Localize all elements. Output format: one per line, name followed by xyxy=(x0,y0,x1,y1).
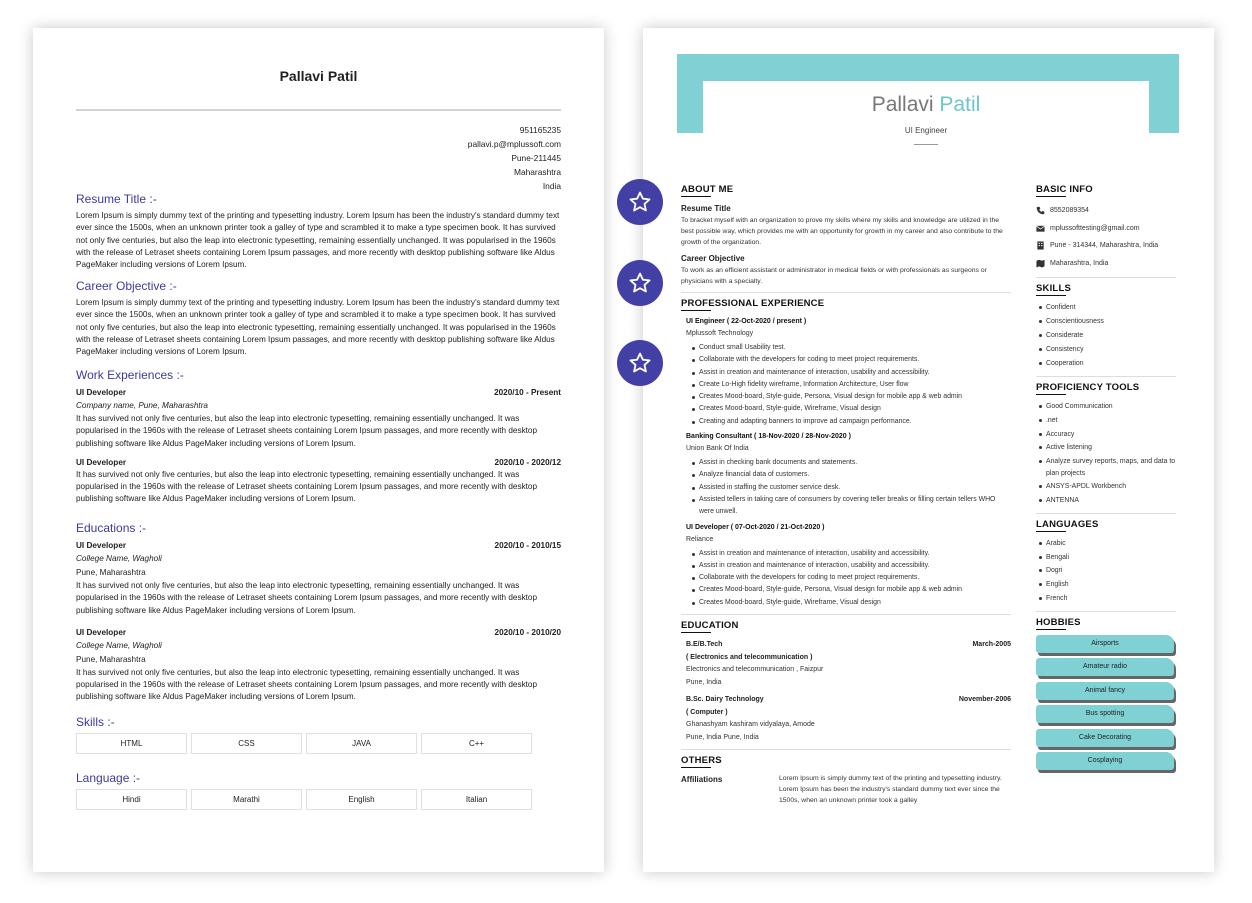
language-item: French xyxy=(1039,592,1176,606)
edu-description: It has survived not only five centuries, but also the leap into electronic typesetting, remaining essentially unchanged. It was popularised in the 1960s with the release of Letraset sheets containing Lorem Ipsum passages, and more recently with desktop publishing software like Aldus PageMaker including versions of Lorem Ipsum. xyxy=(76,667,538,702)
company: Mplussoft Technology xyxy=(686,330,754,337)
heading-underline xyxy=(681,196,711,197)
edu-item-header xyxy=(76,626,561,639)
country: India xyxy=(542,181,561,191)
divider xyxy=(1036,277,1176,278)
bullet: Creates Mood-board, Style-guide, Wireframe, Visual design xyxy=(692,597,1011,609)
divider xyxy=(1036,513,1176,514)
divider xyxy=(1036,611,1176,612)
affiliations-label: Affiliations xyxy=(681,775,723,785)
heading-underline xyxy=(1036,295,1066,296)
language-item: Bengali xyxy=(1039,551,1176,565)
divider xyxy=(76,109,561,111)
skill-cell: JAVA xyxy=(306,733,417,754)
language-section xyxy=(76,771,561,810)
languages-list xyxy=(1039,537,1176,606)
edu-item-header xyxy=(76,539,561,552)
edu-description: It has survived not only five centuries, but also the leap into electronic typesetting, remaining essentially unchanged. It was popularised in the 1960s with the release of Letraset sheets containing Lorem Ipsum passages, and more recently with desktop publishing software like Aldus PageMaker including versions of Lorem Ipsum. xyxy=(76,581,538,615)
bullet: Creates Mood-board, Style-guide, Wireframe, Visual design xyxy=(692,403,1011,415)
hobby-tag[interactable]: Cake Decorating xyxy=(1036,729,1174,747)
job-bullets xyxy=(692,342,1011,428)
work-item-header xyxy=(76,386,561,399)
job-description: It has survived not only five centuries, but also the leap into electronic typesetting, remaining essentially unchanged. It was popularised in the 1960s with the release of Letraset sheets containing Lorem Ipsum passages, and more recently with desktop publishing software like Aldus PageMaker including versions of Lorem Ipsum. xyxy=(76,469,538,504)
languages-heading: LANGUAGES xyxy=(1036,518,1099,530)
heading-underline xyxy=(681,632,711,633)
company: Reliance xyxy=(686,535,714,543)
college-name: College Name, Wagholi xyxy=(76,554,162,563)
bullet: Assisted in staffing the customer service desk. xyxy=(692,482,1011,494)
divider xyxy=(681,749,1011,750)
state: Maharashtra xyxy=(513,167,561,177)
hobbies-heading: HOBBIES xyxy=(1036,616,1081,628)
bullet: Conduct small Usability test. xyxy=(692,342,1011,354)
language-item: English xyxy=(1039,578,1176,592)
language-cell: Italian xyxy=(421,789,532,810)
phone: 951165235 xyxy=(519,125,561,135)
job-role: UI Developer xyxy=(76,457,127,467)
resume-title-text: To bracket myself with an organization to prove my skills where my skills and knowledge are utilized in the best possible way, which provides me with an opportunity for growth in my career and also contribute to the growth of the organization. xyxy=(681,217,1003,246)
main-column xyxy=(681,184,1011,806)
resume-template-classic[interactable] xyxy=(33,28,604,872)
job-description: It has survived not only five centuries, but also the leap into electronic typesetting, remaining essentially unchanged. It was popularised in the 1960s with the release of Letraset sheets containing Lorem Ipsum passages, and more recently with desktop publishing software like Aldus PageMaker including versions of Lorem Ipsum. xyxy=(76,414,538,448)
star-icon[interactable] xyxy=(617,260,663,306)
tool-item: Analyze survey reports, maps, and data to plan projects xyxy=(1039,455,1176,480)
language-item: Dogri xyxy=(1039,564,1176,578)
bullet: Assist in checking bank documents and statements. xyxy=(692,457,1011,469)
tool-item: ANTENNA xyxy=(1039,494,1176,508)
career-objective-text: To work as an efficient assistant or administrator in medical fields or with professionals as surgeons or physicians with a specialty. xyxy=(681,267,987,285)
school: Ghanashyam kashiram vidyalaya, Amode xyxy=(686,721,815,729)
resume-template-modern[interactable] xyxy=(643,28,1214,872)
section-heading: Language :- xyxy=(76,771,141,785)
resume-title-section xyxy=(76,192,561,271)
school-location: Pune, India Pune, India xyxy=(686,733,759,741)
section-text: Lorem Ipsum is simply dummy text of the printing and typesetting industry. Lorem Ipsum has been the industry's standard dummy text ever since the 1500s, when an unknown printer took a galley of type and scrambled it to make a type specimen book. It has survived not only five centuries, but also the leap into electronic typesetting, remaining essentially unchanged. It was popularised in the 1960s with the release of Letraset sheets containing Lorem Ipsum passages, and more recently with desktop publishing software like Aldus PageMaker including versions of Lorem Ipsum. xyxy=(76,298,560,357)
phone: 8552089354 xyxy=(1050,207,1089,214)
header-card xyxy=(703,81,1149,161)
first-name: Pallavi xyxy=(871,93,934,116)
address: Pune - 314344, Maharashtra, India xyxy=(1050,242,1159,249)
edu-role: UI Developer xyxy=(76,541,127,550)
map-icon xyxy=(1036,259,1045,268)
info-address xyxy=(1036,237,1176,255)
tool-item: Accuracy xyxy=(1039,428,1176,442)
info-region xyxy=(1036,255,1176,273)
others-row xyxy=(681,773,1011,806)
contact-block xyxy=(468,123,561,193)
language-grid xyxy=(76,789,561,810)
branch: ( Electronics and telecommunication ) xyxy=(686,654,813,662)
info-phone xyxy=(1036,202,1176,220)
bullet: Collaborate with the developers for coding to meet project requirements. xyxy=(692,572,1011,584)
bullet: Assist in creation and maintenance of interaction, usability and accessibility. xyxy=(692,548,1011,560)
heading-underline xyxy=(1036,196,1066,197)
tool-item: .net xyxy=(1039,414,1176,428)
edu-item-header xyxy=(686,693,1011,706)
skills-list xyxy=(1039,301,1176,371)
heading-underline xyxy=(1036,394,1066,395)
skills-heading: SKILLS xyxy=(1036,283,1071,294)
hobby-tag[interactable]: Amateur radio xyxy=(1036,658,1174,676)
section-heading: Educations :- xyxy=(76,521,147,535)
bullet: Assisted tellers in taking care of consumers by covering teller breaks or filling certain tellers WHO were unwell. xyxy=(692,494,1011,519)
edu-role: UI Developer xyxy=(76,627,127,637)
degree: B.Sc. Dairy Technology xyxy=(686,696,764,704)
skill-item: Conscientiousness xyxy=(1039,315,1176,329)
heading-underline xyxy=(1036,531,1066,532)
resume-name xyxy=(703,93,1149,117)
edu-date: March-2005 xyxy=(972,641,1011,649)
bullet: Creates Mood-board, Style-guide, Persona, Visual design for mobile app & web admin xyxy=(692,391,1011,403)
school-location: Pune, India xyxy=(686,678,722,686)
section-heading: Work Experiences :- xyxy=(76,368,184,382)
others-heading: OTHERS xyxy=(681,755,722,767)
bullet: Creating and adapting banners to improve ad campaign performance. xyxy=(692,416,1011,428)
divider xyxy=(1036,376,1176,377)
hobby-tag[interactable]: Cosplaying xyxy=(1036,752,1174,770)
language-item: Arabic xyxy=(1039,537,1176,551)
edu-branch xyxy=(686,651,1011,664)
skill-item: Confident xyxy=(1039,301,1176,315)
bullet: Creates Mood-board, Style-guide, Persona, Visual design for mobile app & web admin xyxy=(692,584,1011,596)
job-date: 2020/10 - Present xyxy=(494,388,561,397)
hobbies-list xyxy=(1036,635,1176,771)
edu-branch xyxy=(686,706,1011,719)
heading-underline xyxy=(1036,629,1066,630)
education-section xyxy=(76,521,561,704)
hobby-tag[interactable]: Bus spotting xyxy=(1036,705,1174,723)
career-objective-section xyxy=(76,279,561,358)
resume-title-label: Resume Title xyxy=(681,204,731,213)
hobby-tag[interactable]: Airsports xyxy=(1036,635,1174,653)
skill-cell: CSS xyxy=(191,733,302,754)
job-bullets xyxy=(692,548,1011,609)
job-title: UI Engineer ( 22-Oct-2020 / present ) xyxy=(686,318,807,325)
company-name: Company name, Pune, Maharashtra xyxy=(76,401,208,410)
section-heading: Resume Title :- xyxy=(76,192,157,206)
branch: ( Computer ) xyxy=(686,709,728,717)
tools-list xyxy=(1039,400,1176,508)
building-icon xyxy=(1036,241,1045,250)
job-title: UI Engineer xyxy=(904,126,948,135)
star-icon[interactable] xyxy=(617,340,663,386)
edu-date: 2020/10 - 2010/15 xyxy=(494,541,561,550)
title-underline xyxy=(914,144,938,145)
city: Pune-211445 xyxy=(511,153,561,163)
work-item-header xyxy=(76,456,561,469)
last-name: Patil xyxy=(939,93,981,116)
education-heading: EDUCATION xyxy=(681,620,739,632)
about-heading: ABOUT ME xyxy=(681,184,734,195)
section-heading: Career Objective :- xyxy=(76,279,177,293)
bullet: Assist in creation and maintenance of interaction, usability and accessibility. xyxy=(692,560,1011,572)
edu-date: 2020/10 - 2010/20 xyxy=(494,627,561,637)
heading-underline xyxy=(681,767,711,768)
language-cell: English xyxy=(306,789,417,810)
job-bullets xyxy=(692,457,1011,518)
skill-cell: C++ xyxy=(421,733,532,754)
affiliations-text: Lorem Ipsum is simply dummy text of the printing and typesetting industry. Lorem Ipsum has been the industry's standard dummy text ever since the 1500s, when an unknown printer took a galley xyxy=(779,775,1002,805)
skills-grid xyxy=(76,733,561,754)
job-date: 2020/10 - 2020/12 xyxy=(494,457,561,467)
star-icon[interactable] xyxy=(617,179,663,225)
divider xyxy=(681,614,1011,615)
phone-icon xyxy=(1036,206,1045,215)
bullet: Assist in creation and maintenance of interaction, usability and accessibility. xyxy=(692,367,1011,379)
email: pallavi.p@mplussoft.com xyxy=(467,139,561,149)
info-email xyxy=(1036,220,1176,238)
resume-name: Pallavi Patil xyxy=(279,68,358,84)
heading-underline xyxy=(681,310,711,311)
basic-info-heading: BASIC INFO xyxy=(1036,184,1093,195)
school: Electronics and telecommunication , Faizpur xyxy=(686,666,824,674)
language-cell: Hindi xyxy=(76,789,187,810)
skill-item: Considerate xyxy=(1039,329,1176,343)
language-cell: Marathi xyxy=(191,789,302,810)
tools-heading: PROFICIENCY TOOLS xyxy=(1036,382,1140,393)
hobby-tag[interactable]: Animal fancy xyxy=(1036,682,1174,700)
edu-date: November-2006 xyxy=(958,696,1011,704)
college-location: Pune, Maharashtra xyxy=(76,654,146,664)
tool-item: ANSYS-APDL Workbench xyxy=(1039,480,1176,494)
work-section xyxy=(76,368,561,506)
job-title: UI Developer ( 07-Oct-2020 / 21-Oct-2020 ) xyxy=(686,523,825,531)
skill-cell: HTML xyxy=(76,733,187,754)
job-role: UI Developer xyxy=(76,388,127,397)
section-text: Lorem Ipsum is simply dummy text of the printing and typesetting industry. Lorem Ipsum has been the industry's standard dummy text ever since the 1500s, when an unknown printer took a galley of type and scrambled it to make a type specimen book. It has survived not only five centuries, but also the leap into electronic typesetting, remaining essentially unchanged. It was popularised in the 1960s with the release of Letraset sheets containing Lorem Ipsum passages, and more recently with desktop publishing software like Aldus PageMaker including versions of Lorem Ipsum. xyxy=(76,211,560,270)
skill-item: Consistency xyxy=(1039,343,1176,357)
bullet: Collaborate with the developers for coding to meet project requirements. xyxy=(692,354,1011,366)
job-title: Banking Consultant ( 18-Nov-2020 / 28-Nov-2020 ) xyxy=(686,433,851,441)
email: mplussofttesting@gmail.com xyxy=(1050,224,1140,232)
experience-heading: PROFESSIONAL EXPERIENCE xyxy=(681,298,825,309)
tool-item: Good Communication xyxy=(1039,400,1176,414)
college-location: Pune, Maharashtra xyxy=(76,568,146,577)
skill-item: Cooperation xyxy=(1039,357,1176,371)
tool-item: Active listening xyxy=(1039,441,1176,455)
college-name: College Name, Wagholi xyxy=(76,640,162,650)
career-objective-label: Career Objective xyxy=(681,254,745,263)
company: Union Bank Of India xyxy=(686,445,749,453)
edu-item-header xyxy=(686,638,1011,651)
degree: B.E/B.Tech xyxy=(686,641,723,649)
section-heading: Skills :- xyxy=(76,715,115,729)
region: Maharashtra, India xyxy=(1050,259,1109,267)
divider xyxy=(681,292,1011,293)
side-column xyxy=(1036,184,1176,776)
bullet: Create Lo-High fidelity wireframe, Information Architecture, User flow xyxy=(692,379,1011,391)
bullet: Analyze financial data of customers. xyxy=(692,469,1011,481)
skills-section xyxy=(76,715,561,754)
mail-icon xyxy=(1036,224,1045,233)
